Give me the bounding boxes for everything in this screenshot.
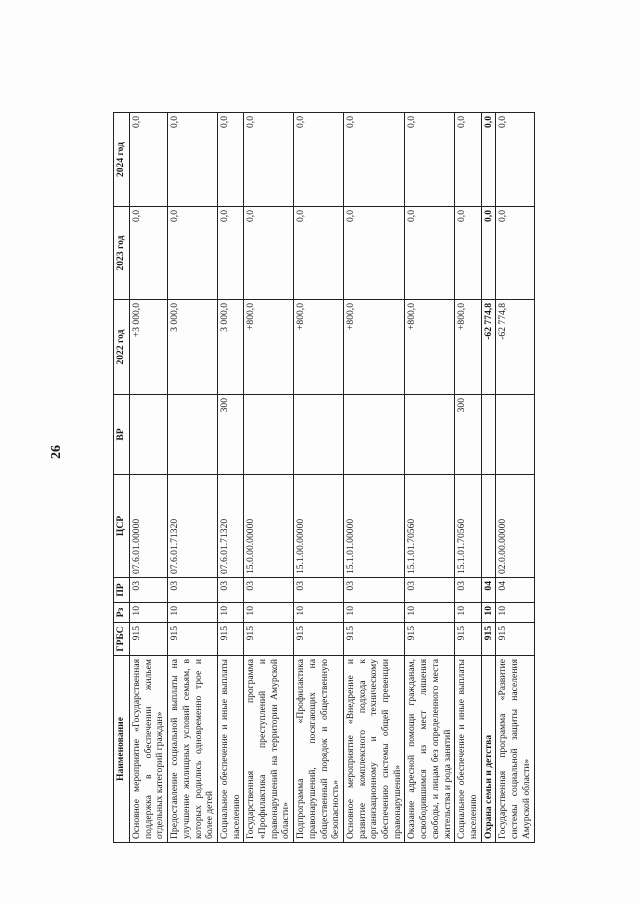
cell-y2024: 0,0 — [244, 113, 294, 207]
table-row — [481, 113, 496, 843]
cell-rz: 10 — [168, 603, 218, 623]
cell-grbs: 915 — [168, 623, 218, 656]
cell-y2023: 0,0 — [481, 207, 496, 300]
cell-pr: 03 — [244, 578, 294, 603]
cell-rz: 10 — [343, 603, 405, 623]
cell-y2024: 0,0 — [455, 113, 481, 207]
cell-grbs: 915 — [217, 623, 243, 656]
cell-rz: 10 — [496, 603, 534, 623]
cell-y2023: 0,0 — [217, 207, 243, 300]
cell-y2024: 0,0 — [168, 113, 218, 207]
cell-name: Основное мероприятие «Внедрение и развитие комплексного подхода к организационному и техническому обеспечению системы общей превенции правонарушений» — [343, 656, 405, 843]
header-name: Наименование — [114, 656, 130, 843]
cell-y2023: 0,0 — [496, 207, 534, 300]
cell-name: Предоставление социальной выплаты на улучшение жилищных условий семьям, в которых родились одновременно трое и более детей — [168, 656, 218, 843]
cell-name: Социальное обеспечение и иные выплаты населению — [217, 656, 243, 843]
cell-y2024: 0,0 — [130, 113, 168, 207]
cell-vr — [343, 395, 405, 475]
cell-grbs: 915 — [244, 623, 294, 656]
cell-name: Государственная программа «Профилактика преступлений и правонарушений на территории Амурской области» — [244, 656, 294, 843]
cell-y2022: +800,0 — [244, 300, 294, 395]
cell-y2024: 0,0 — [405, 113, 455, 207]
cell-y2022: +3 000,0 — [130, 300, 168, 395]
cell-rz: 10 — [217, 603, 243, 623]
cell-name: Социальное обеспечение и иные выплаты населению — [455, 656, 481, 843]
table-row — [343, 113, 405, 843]
header-2022: 2022 год — [114, 300, 130, 395]
cell-y2022: -62 774,8 — [481, 300, 496, 395]
cell-grbs: 915 — [343, 623, 405, 656]
cell-name: Подпрограмма «Профилактика правонарушений, посягающих на общественный порядок и общественную безопасность» — [294, 656, 344, 843]
cell-vr — [405, 395, 455, 475]
cell-y2024: 0,0 — [294, 113, 344, 207]
cell-rz: 10 — [405, 603, 455, 623]
cell-vr — [244, 395, 294, 475]
cell-csr: 15.1.01.70560 — [455, 475, 481, 578]
table-row — [294, 113, 344, 843]
cell-pr: 04 — [481, 578, 496, 603]
cell-csr — [481, 475, 496, 578]
budget-table — [113, 112, 535, 843]
cell-vr — [294, 395, 344, 475]
cell-rz: 10 — [294, 603, 344, 623]
cell-vr: 300 — [455, 395, 481, 475]
cell-rz: 10 — [130, 603, 168, 623]
cell-grbs: 915 — [294, 623, 344, 656]
cell-pr: 03 — [130, 578, 168, 603]
cell-rz: 10 — [481, 603, 496, 623]
cell-y2022: +800,0 — [405, 300, 455, 395]
cell-y2022: +800,0 — [343, 300, 405, 395]
cell-y2023: 0,0 — [405, 207, 455, 300]
cell-y2023: 0,0 — [168, 207, 218, 300]
header-pr: ПР — [114, 578, 130, 603]
cell-grbs: 915 — [405, 623, 455, 656]
table-header-row — [114, 113, 130, 843]
table-row — [217, 113, 243, 843]
cell-y2023: 0,0 — [130, 207, 168, 300]
cell-name: Охрана семьи и детства — [481, 656, 496, 843]
table-row — [168, 113, 218, 843]
table-row — [130, 113, 168, 843]
cell-vr — [168, 395, 218, 475]
header-2023: 2023 год — [114, 207, 130, 300]
header-csr: ЦСР — [114, 475, 130, 578]
cell-pr: 03 — [343, 578, 405, 603]
cell-csr: 15.0.00.00000 — [244, 475, 294, 578]
cell-pr: 03 — [455, 578, 481, 603]
cell-y2023: 0,0 — [294, 207, 344, 300]
cell-vr: 300 — [217, 395, 243, 475]
cell-pr: 03 — [217, 578, 243, 603]
cell-y2023: 0,0 — [244, 207, 294, 300]
budget-table-container — [113, 113, 618, 843]
cell-y2024: 0,0 — [481, 113, 496, 207]
cell-y2024: 0,0 — [496, 113, 534, 207]
cell-y2022: +800,0 — [455, 300, 481, 395]
header-2024: 2024 год — [114, 113, 130, 207]
table-row — [455, 113, 481, 843]
cell-csr: 07.6.01.00000 — [130, 475, 168, 578]
cell-csr: 02.0.00.00000 — [496, 475, 534, 578]
cell-csr: 15.1.00.00000 — [294, 475, 344, 578]
cell-vr — [130, 395, 168, 475]
cell-pr: 03 — [405, 578, 455, 603]
cell-pr: 03 — [168, 578, 218, 603]
cell-rz: 10 — [455, 603, 481, 623]
table-row — [244, 113, 294, 843]
page-number: 26 — [49, 445, 64, 459]
cell-y2023: 0,0 — [455, 207, 481, 300]
cell-y2022: +800,0 — [294, 300, 344, 395]
header-vr: ВР — [114, 395, 130, 475]
header-rz: Рз — [114, 603, 130, 623]
cell-vr — [496, 395, 534, 475]
cell-y2024: 0,0 — [217, 113, 243, 207]
cell-y2022: 3 000,0 — [168, 300, 218, 395]
cell-y2024: 0,0 — [343, 113, 405, 207]
table-row — [496, 113, 534, 843]
cell-name: Основное мероприятие «Государственная поддержка в обеспечении жильем отдельных категорий граждан» — [130, 656, 168, 843]
cell-grbs: 915 — [481, 623, 496, 656]
cell-rz: 10 — [244, 603, 294, 623]
cell-name: Оказание адресной помощи гражданам, освободившимся из мест лишения свободы, и лицам без определенного места жительства и рода занятий — [405, 656, 455, 843]
cell-pr: 03 — [294, 578, 344, 603]
cell-y2022: -62 774,8 — [496, 300, 534, 395]
cell-pr: 04 — [496, 578, 534, 603]
cell-csr: 15.1.01.00000 — [343, 475, 405, 578]
cell-vr — [481, 395, 496, 475]
cell-name: Государственная программа «Развитие системы социальной защиты населения Амурской области» — [496, 656, 534, 843]
cell-csr: 07.6.01.71320 — [217, 475, 243, 578]
cell-grbs: 915 — [455, 623, 481, 656]
cell-csr: 07.6.01.71320 — [168, 475, 218, 578]
table-row — [405, 113, 455, 843]
cell-grbs: 915 — [130, 623, 168, 656]
cell-grbs: 915 — [496, 623, 534, 656]
cell-y2023: 0,0 — [343, 207, 405, 300]
cell-csr: 15.1.01.70560 — [405, 475, 455, 578]
cell-y2022: 3 000,0 — [217, 300, 243, 395]
header-grbs: ГРБС — [114, 623, 130, 656]
